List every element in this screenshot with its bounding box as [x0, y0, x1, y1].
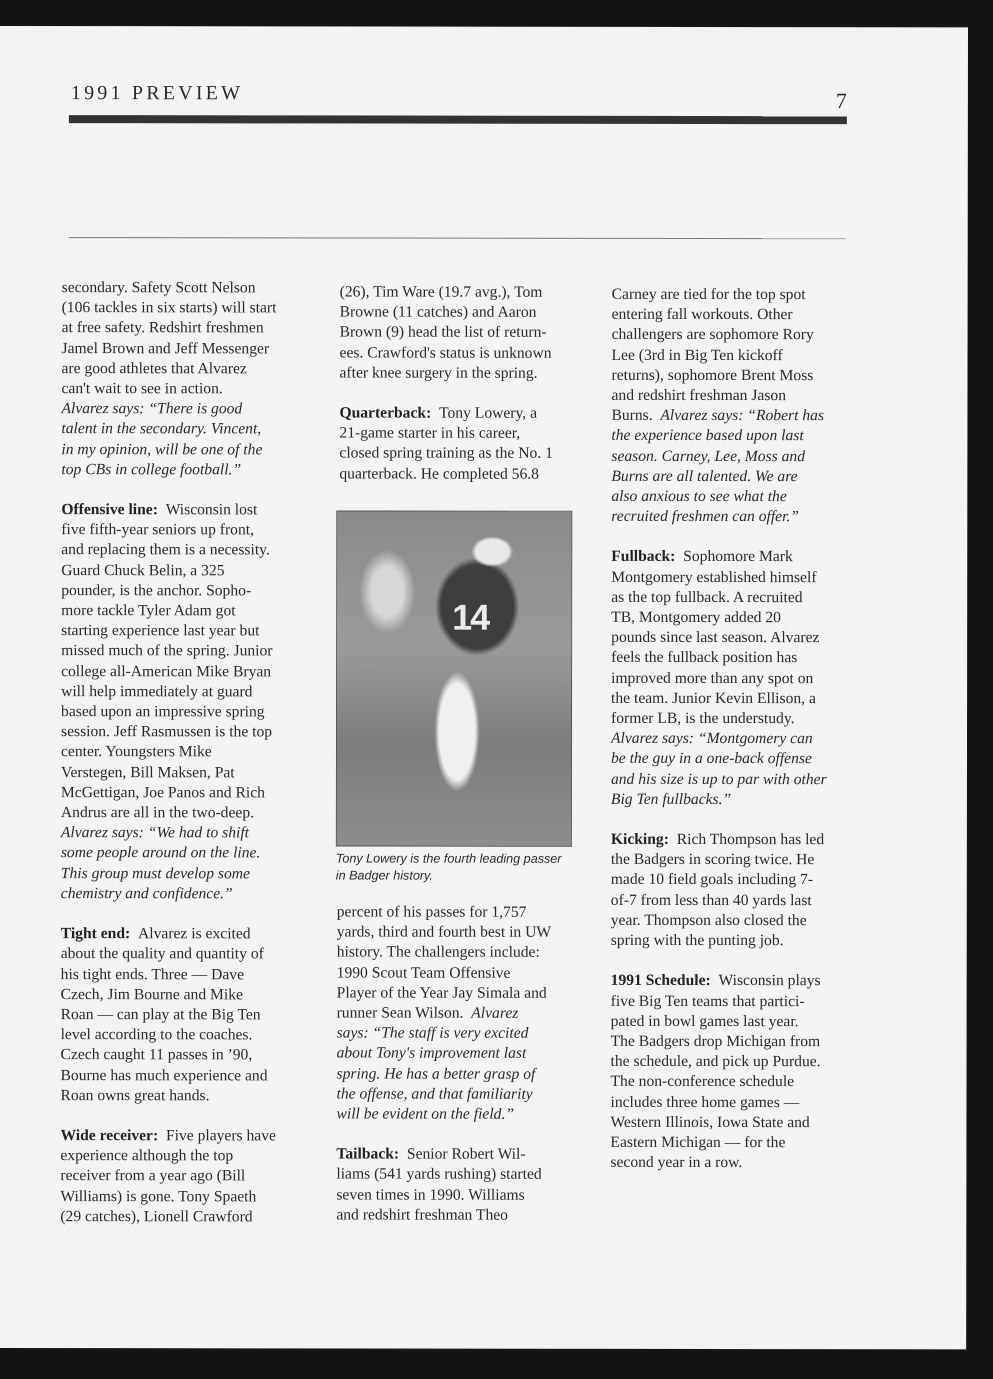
text-line: Bourne has much experience and — [60, 1066, 268, 1084]
quote-line: be the guy in a one-back offense — [610, 750, 812, 768]
quote-line: Alvarez — [471, 1004, 519, 1022]
text-line: and redshirt freshman Jason — [611, 386, 787, 405]
player-photo — [336, 510, 572, 846]
quote-line: season. Carney, Lee, Moss and — [611, 447, 806, 465]
text-line: entering fall workouts. Other — [611, 306, 793, 324]
quote-line: Alvarez says: “There is good — [61, 400, 243, 418]
quote-line: spring. He has a better grasp of — [336, 1065, 536, 1083]
column-3 — [610, 285, 851, 1194]
text-line: as the top fullback. A recruited — [611, 588, 803, 606]
text-line: center. Youngsters Mike — [60, 743, 212, 761]
text-line: challengers are sophomore Rory — [611, 326, 814, 344]
quote-line: some people around on the line. — [60, 844, 261, 862]
header-thick-rule — [69, 115, 847, 124]
tailback-section — [336, 1145, 576, 1226]
text-line: Brown (9) head the list of return- — [339, 323, 547, 342]
text-line: closed spring training as the No. 1 — [339, 444, 553, 463]
text-line: Verstegen, Bill Maksen, Pat — [60, 763, 235, 782]
text-line: TB, Montgomery added 20 — [611, 608, 781, 627]
text-line: 1990 Scout Team Offensive — [336, 964, 511, 982]
text-line: after knee surgery in the spring. — [339, 364, 538, 382]
text-line: liams (541 yards rushing) started — [336, 1165, 542, 1184]
magazine-page — [0, 26, 968, 1349]
text-line: Czech, Jim Bourne and Mike — [60, 985, 243, 1004]
quarterback-section — [339, 403, 579, 484]
text-line: pounds since last season. Alvarez — [611, 629, 820, 647]
section-heading: Offensive line: — [61, 501, 158, 519]
kicking-section — [611, 830, 851, 952]
quote-line: Alvarez says: “We had to shift — [60, 824, 250, 842]
section-heading: Fullback: — [611, 548, 676, 566]
quote-line: Burns are all talented. We are — [611, 467, 798, 485]
photo-caption — [336, 850, 576, 884]
text-line: includes three home games — — [610, 1093, 800, 1111]
quote-line: This group must develop some — [60, 864, 250, 883]
text-line: yards, third and fourth best in UW — [336, 923, 552, 941]
quote-line: chemistry and confidence.” — [60, 884, 233, 903]
text-line: level according to the coaches. — [60, 1026, 253, 1044]
quote-line: talent in the secondary. Vincent, — [61, 420, 262, 438]
quote-line: top CBs in college football.” — [61, 460, 242, 479]
text-line: missed much of the spring. Junior — [61, 642, 273, 660]
text-line: are good athletes that Alvarez — [61, 359, 247, 378]
text-line: Wisconsin lost — [165, 501, 258, 519]
text-line: Roan — can play at the Big Ten — [60, 1005, 261, 1024]
text-line: improved more than any spot on — [611, 669, 814, 687]
text-line: the Badgers in scoring twice. He — [610, 851, 815, 869]
text-line: percent of his passes for 1,757 — [336, 903, 527, 921]
text-line: pated in bowl games last year. — [610, 1012, 799, 1030]
text-line: at free safety. Redshirt freshmen — [61, 319, 264, 337]
text-line: can't wait to see in action. — [61, 380, 223, 398]
text-line: Burns. — [611, 407, 653, 425]
text-line: 21-game starter in his career, — [339, 424, 521, 442]
text-line: Alvarez is excited — [138, 925, 251, 943]
text-line: and redshirt freshman Theo — [336, 1206, 508, 1224]
quote-line: Alvarez says: “Montgomery can — [610, 730, 813, 748]
text-line: will help immediately at guard — [61, 682, 253, 701]
text-line: Jamel Brown and Jeff Messenger — [61, 339, 270, 357]
text-line: (26), Tim Ware (19.7 avg.), Tom — [339, 283, 543, 301]
text-line: The Badgers drop Michigan from — [610, 1032, 821, 1051]
quote-line: Big Ten fullbacks.” — [610, 790, 732, 808]
text-line: runner Sean Wilson. — [336, 1004, 464, 1022]
quarterback-continued — [336, 902, 576, 1125]
tight-end-section — [60, 924, 306, 1106]
header-thin-rule — [69, 237, 846, 239]
quote-line: also anxious to see what the — [611, 487, 787, 506]
text-line: seven times in 1990. Williams — [336, 1186, 525, 1204]
offensive-line-section — [61, 500, 308, 904]
text-line: Guard Chuck Belin, a 325 — [61, 561, 225, 579]
text-line: five Big Ten teams that partici- — [610, 992, 805, 1010]
text-line: Player of the Year Jay Simala and — [336, 984, 547, 1002]
text-line: (106 tackles in six starts) will start — [61, 299, 277, 317]
text-line: McGettigan, Joe Panos and Rich — [60, 783, 265, 802]
text-line: Carney are tied for the top spot — [611, 285, 806, 304]
text-line: experience although the top — [60, 1147, 234, 1165]
jersey-number: 14 — [452, 596, 489, 638]
text-line: his tight ends. Three — Dave — [60, 965, 245, 983]
section-heading: Kicking: — [610, 830, 669, 849]
text-line: of-7 from less than 40 yards last — [610, 891, 812, 909]
quote-line: the offense, and that familiarity — [336, 1085, 533, 1103]
text-line: Lee (3rd in Big Ten kickoff — [611, 346, 783, 364]
text-line: receiver from a year ago (Bill — [60, 1167, 246, 1185]
text-line: (29 catches), Lionell Crawford — [60, 1207, 253, 1226]
running-head: 1991 PREVIEW — [70, 82, 244, 105]
secondary-paragraph — [61, 278, 307, 480]
column-2-bottom — [336, 902, 576, 1245]
quote-line: will be evident on the field.” — [336, 1105, 515, 1123]
text-line: more tackle Tyler Adam got — [61, 602, 236, 620]
text-line: feels the fullback position has — [611, 649, 798, 667]
text-line: quarterback. He completed 56.8 — [339, 465, 539, 483]
text-line: history. The challengers include: — [336, 943, 540, 962]
text-line: Williams) is gone. Tony Spaeth — [60, 1187, 257, 1205]
text-line: Tony Lowery, a — [439, 404, 538, 422]
text-line: Five players have — [165, 1127, 276, 1145]
caption-line: in Badger history. — [335, 868, 433, 883]
text-line: Browne (11 catches) and Aaron — [339, 303, 537, 321]
text-line: made 10 field goals including 7- — [610, 871, 814, 889]
text-line: second year in a row. — [610, 1153, 743, 1172]
quote-line: Alvarez says: “Robert has — [660, 407, 824, 425]
text-line: starting experience last year but — [61, 622, 260, 640]
text-line: Eastern Michigan — for the — [610, 1133, 786, 1152]
text-line: and replacing them is a necessity. — [61, 541, 270, 559]
text-line: college all-American Mike Bryan — [61, 662, 272, 681]
section-heading: Wide receiver: — [60, 1127, 159, 1145]
text-line: Rich Thompson has led — [676, 831, 825, 849]
text-line: The non-conference schedule — [610, 1073, 795, 1091]
text-line: Andrus are all in the two-deep. — [60, 804, 255, 822]
text-line: session. Jeff Rasmussen is the top — [61, 723, 273, 741]
text-line: pounder, is the anchor. Sopho- — [61, 581, 252, 600]
page-number: 7 — [835, 88, 847, 114]
text-line: secondary. Safety Scott Nelson — [61, 279, 256, 297]
text-line: Czech caught 11 passes in ’90, — [60, 1046, 253, 1064]
text-line: Wisconsin plays — [718, 972, 821, 990]
quote-line: about Tony's improvement last — [336, 1044, 527, 1063]
section-heading: 1991 Schedule: — [610, 972, 711, 990]
quote-line: and his size is up to par with other — [610, 770, 827, 788]
section-heading: Tight end: — [60, 925, 131, 943]
text-line: ees. Crawford's status is unknown — [339, 344, 552, 362]
wide-receiver-continued — [340, 282, 580, 383]
column-2-top — [339, 282, 579, 504]
caption-line: Tony Lowery is the fourth leading passer — [335, 851, 562, 866]
section-heading: Quarterback: — [339, 404, 432, 422]
text-line: Senior Robert Wil- — [406, 1145, 526, 1163]
text-line: Montgomery established himself — [611, 568, 817, 586]
quote-line: in my opinion, will be one of the — [61, 440, 263, 458]
column-1 — [60, 278, 307, 1247]
schedule-section — [610, 971, 850, 1173]
text-line: Western Illinois, Iowa State and — [610, 1113, 810, 1131]
text-line: the team. Junior Kevin Ellison, a — [611, 689, 816, 707]
text-line: five fifth-year seniors up front, — [61, 521, 255, 539]
quote-line: says: “The staff is very excited — [336, 1024, 529, 1042]
text-line: Roan owns great hands. — [60, 1086, 210, 1105]
text-line: former LB, is the understudy. — [611, 709, 795, 728]
text-line: returns), sophomore Brent Moss — [611, 366, 814, 384]
tailback-continued — [611, 285, 851, 528]
text-line: based upon an impressive spring — [61, 703, 265, 721]
text-line: spring with the punting job. — [610, 931, 784, 950]
text-line: year. Thompson also closed the — [610, 911, 807, 930]
text-line: Sophomore Mark — [683, 548, 793, 566]
text-line: the schedule, and pick up Purdue. — [610, 1052, 821, 1071]
text-line: about the quality and quantity of — [60, 945, 264, 963]
quote-line: recruited freshmen can offer.” — [611, 508, 800, 526]
fullback-section — [611, 547, 851, 810]
section-heading: Tailback: — [336, 1145, 400, 1163]
quote-line: the experience based upon last — [611, 427, 804, 445]
wide-receiver-section — [60, 1126, 306, 1227]
